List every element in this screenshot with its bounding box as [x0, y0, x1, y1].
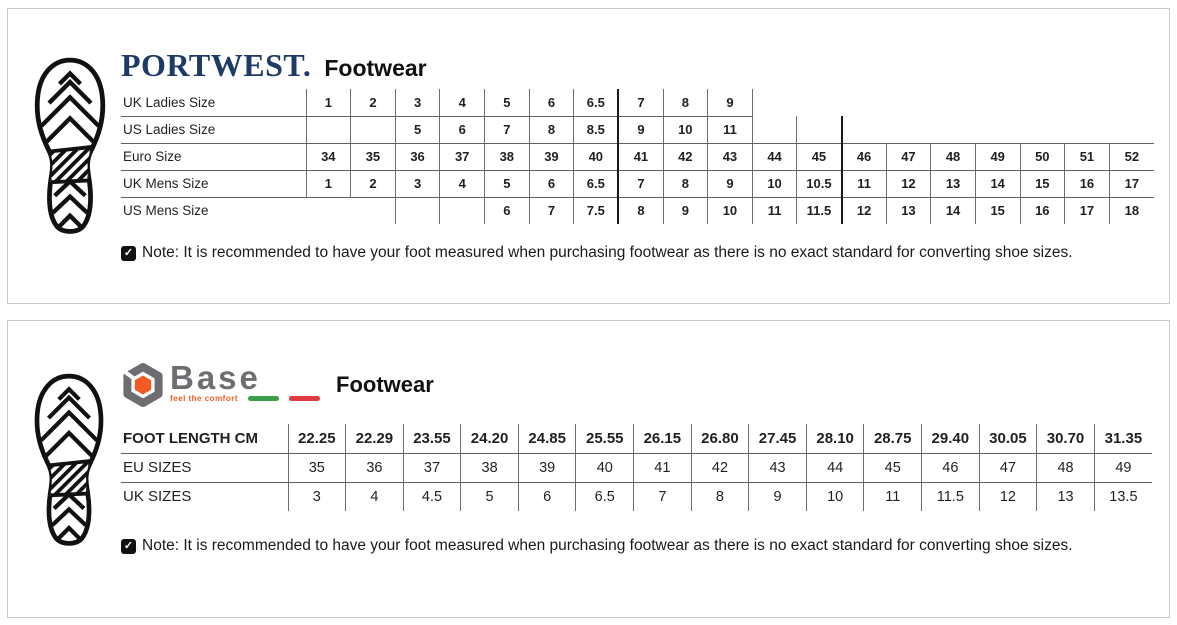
- size-cell: 4: [346, 482, 404, 511]
- row-label: FOOT LENGTH CM: [121, 424, 288, 453]
- size-cell: 8: [663, 89, 708, 116]
- size-cell: 10.5: [797, 170, 842, 197]
- size-cell: 13: [1037, 482, 1095, 511]
- size-cell: 15: [975, 197, 1020, 224]
- size-cell: 10: [752, 170, 797, 197]
- size-cell: 3: [288, 482, 346, 511]
- empty-region: [886, 89, 931, 116]
- size-cell: 9: [663, 197, 708, 224]
- size-cell: 39: [518, 453, 576, 482]
- size-cell: 6: [518, 482, 576, 511]
- size-cell: 24.85: [518, 424, 576, 453]
- size-cell: 7.5: [574, 197, 619, 224]
- boot-sole-print-icon: [28, 47, 112, 245]
- size-cell: 7: [529, 197, 574, 224]
- size-cell: 47: [979, 453, 1037, 482]
- size-cell: 4: [440, 89, 485, 116]
- size-cell: 35: [351, 143, 396, 170]
- empty-region: [975, 89, 1020, 116]
- size-cell: 7: [634, 482, 692, 511]
- size-cell: 6: [440, 116, 485, 143]
- empty-region: [1065, 89, 1110, 116]
- size-cell: 36: [395, 143, 440, 170]
- size-cell: 8: [663, 170, 708, 197]
- empty-region: [975, 116, 1020, 143]
- base-wordmark: Base: [170, 359, 261, 396]
- size-cell: 7: [618, 89, 663, 116]
- size-cell: 5: [485, 89, 530, 116]
- blank-cell: [797, 116, 842, 143]
- size-cell: 48: [1037, 453, 1095, 482]
- row-label: US Mens Size: [123, 203, 209, 219]
- size-row: [121, 453, 1152, 482]
- empty-region: [842, 89, 887, 116]
- row-label: UK SIZES: [123, 488, 192, 506]
- size-cell: 6: [485, 197, 530, 224]
- size-cell: 10: [708, 197, 753, 224]
- base-header: [121, 359, 434, 407]
- size-cell: 37: [403, 453, 461, 482]
- size-cell: 14: [931, 197, 976, 224]
- empty-region: [931, 116, 976, 143]
- size-cell: 46: [922, 453, 980, 482]
- size-cell: 22.29: [346, 424, 404, 453]
- row-label: EU SIZES: [121, 453, 288, 482]
- size-cell: 13: [931, 170, 976, 197]
- size-cell: 9: [708, 170, 753, 197]
- size-cell: 16: [1065, 170, 1110, 197]
- size-cell: 45: [797, 143, 842, 170]
- size-cell: 11: [752, 197, 797, 224]
- row-label: US Ladies Size: [121, 116, 306, 143]
- size-cell: 43: [749, 453, 807, 482]
- size-cell: 2: [351, 170, 396, 197]
- size-cell: 12: [886, 170, 931, 197]
- size-cell: 4.5: [403, 482, 461, 511]
- base-size-table: [121, 424, 1152, 511]
- size-cell: 39: [529, 143, 574, 170]
- size-cell: 2: [351, 89, 396, 116]
- blank-cell: [440, 197, 485, 224]
- size-cell: 10: [663, 116, 708, 143]
- size-cell: 48: [931, 143, 976, 170]
- size-cell: 8.5: [574, 116, 619, 143]
- size-cell: 1: [306, 89, 351, 116]
- blank-cell: [395, 197, 440, 224]
- base-size-chart-panel: [7, 320, 1170, 618]
- size-cell: 45: [864, 453, 922, 482]
- size-cell: 30.05: [979, 424, 1037, 453]
- size-cell: 51: [1065, 143, 1110, 170]
- base-content: [121, 321, 1166, 617]
- blank-cell: [351, 116, 396, 143]
- size-cell: 14: [975, 170, 1020, 197]
- size-row: [121, 197, 1154, 224]
- portwest-content: [121, 9, 1166, 303]
- size-cell: 36: [346, 453, 404, 482]
- size-cell: 6.5: [574, 89, 619, 116]
- size-cell: 40: [574, 143, 619, 170]
- size-cell: 6.5: [574, 170, 619, 197]
- note-text: Note: It is recommended to have your foot measured when purchasing footwear as there is no exact standard for converting shoe sizes.: [142, 244, 1073, 261]
- size-cell: 40: [576, 453, 634, 482]
- checkbox-check-icon: ✓: [121, 539, 136, 554]
- base-logo-text: [170, 359, 320, 403]
- size-cell: 9: [708, 89, 753, 116]
- base-tagline: feel the comfort: [170, 394, 239, 403]
- size-cell: 26.80: [691, 424, 749, 453]
- base-hexagon-icon: [121, 363, 165, 407]
- size-row: [121, 143, 1154, 170]
- size-cell: 6.5: [576, 482, 634, 511]
- portwest-size-table: [121, 89, 1154, 224]
- size-cell: 28.75: [864, 424, 922, 453]
- size-cell: 16: [1020, 197, 1065, 224]
- size-cell: 43: [708, 143, 753, 170]
- size-cell: 47: [886, 143, 931, 170]
- size-cell: 38: [461, 453, 519, 482]
- size-cell: 1: [306, 170, 351, 197]
- size-cell: 37: [440, 143, 485, 170]
- empty-region: [306, 197, 351, 224]
- size-cell: 25.55: [576, 424, 634, 453]
- size-cell: 12: [842, 197, 887, 224]
- size-cell: 4: [440, 170, 485, 197]
- size-cell: 41: [634, 453, 692, 482]
- size-cell: 5: [485, 170, 530, 197]
- size-cell: 11.5: [922, 482, 980, 511]
- size-cell: 38: [485, 143, 530, 170]
- size-cell: 12: [979, 482, 1037, 511]
- size-cell: 9: [749, 482, 807, 511]
- size-cell: 13.5: [1094, 482, 1152, 511]
- size-cell: 13: [886, 197, 931, 224]
- size-cell: 5: [461, 482, 519, 511]
- checkbox-check-icon: ✓: [121, 246, 136, 261]
- row-label: UK Ladies Size: [121, 89, 306, 116]
- size-cell: 8: [529, 116, 574, 143]
- size-cell: 34: [306, 143, 351, 170]
- empty-region: [1020, 116, 1065, 143]
- base-tagline-row: [170, 394, 320, 403]
- flag-red-bar: [289, 396, 320, 401]
- size-cell: 15: [1020, 170, 1065, 197]
- size-cell: 42: [691, 453, 749, 482]
- row-label: UK Mens Size: [121, 170, 306, 197]
- size-cell: 41: [618, 143, 663, 170]
- size-cell: 29.40: [922, 424, 980, 453]
- empty-region: [886, 116, 931, 143]
- size-cell: 46: [842, 143, 887, 170]
- empty-region: [1020, 89, 1065, 116]
- size-cell: 49: [1094, 453, 1152, 482]
- size-cell: 9: [618, 116, 663, 143]
- size-cell: 10: [806, 482, 864, 511]
- size-cell: 27.45: [749, 424, 807, 453]
- size-cell: 35: [288, 453, 346, 482]
- empty-region: [1065, 116, 1110, 143]
- size-row: [121, 89, 1154, 116]
- portwest-product-title: Footwear: [324, 55, 427, 81]
- size-cell: 3: [395, 89, 440, 116]
- portwest-note: [121, 244, 1073, 262]
- portwest-size-chart-panel: [7, 8, 1170, 304]
- blank-cell: [752, 116, 797, 143]
- empty-region: [752, 89, 797, 116]
- size-cell: 23.55: [403, 424, 461, 453]
- size-cell: 52: [1109, 143, 1154, 170]
- base-note: [121, 537, 1073, 555]
- size-cell: 28.10: [806, 424, 864, 453]
- row-label: Euro Size: [121, 143, 306, 170]
- size-cell: 8: [618, 197, 663, 224]
- size-cell: 17: [1065, 197, 1110, 224]
- size-row: [121, 170, 1154, 197]
- size-cell: 11: [842, 170, 887, 197]
- empty-region: [797, 89, 842, 116]
- empty-region: [351, 197, 396, 224]
- empty-region: [931, 89, 976, 116]
- size-cell: 26.15: [634, 424, 692, 453]
- size-cell: 11: [864, 482, 922, 511]
- note-text: Note: It is recommended to have your foot measured when purchasing footwear as there is no exact standard for converting shoe sizes.: [142, 537, 1073, 554]
- size-cell: 5: [395, 116, 440, 143]
- size-cell: 50: [1020, 143, 1065, 170]
- size-cell: 6: [529, 170, 574, 197]
- blank-cell: [306, 116, 351, 143]
- size-cell: 22.25: [288, 424, 346, 453]
- size-cell: 11: [708, 116, 753, 143]
- size-row: [121, 116, 1154, 143]
- size-cell: 18: [1109, 197, 1154, 224]
- size-cell: 17: [1109, 170, 1154, 197]
- size-cell: 6: [529, 89, 574, 116]
- portwest-logo: PORTWEST.: [121, 47, 312, 83]
- portwest-header: [121, 47, 427, 84]
- size-cell: 3: [395, 170, 440, 197]
- empty-region: [1109, 89, 1154, 116]
- base-product-title: Footwear: [336, 372, 434, 397]
- size-cell: 11.5: [797, 197, 842, 224]
- size-cell: 8: [691, 482, 749, 511]
- size-cell: 44: [806, 453, 864, 482]
- size-cell: 7: [618, 170, 663, 197]
- size-cell: 42: [663, 143, 708, 170]
- flag-green-bar: [248, 396, 279, 401]
- size-cell: 7: [485, 116, 530, 143]
- size-cell: 30.70: [1037, 424, 1095, 453]
- empty-region: [842, 116, 887, 143]
- size-row: [121, 424, 1152, 453]
- size-cell: 49: [975, 143, 1020, 170]
- size-row: [121, 482, 1152, 511]
- size-cell: 24.20: [461, 424, 519, 453]
- base-logo: [121, 359, 320, 407]
- boot-sole-print-icon: [28, 363, 110, 557]
- empty-region: [1109, 116, 1154, 143]
- size-cell: 31.35: [1094, 424, 1152, 453]
- size-cell: 44: [752, 143, 797, 170]
